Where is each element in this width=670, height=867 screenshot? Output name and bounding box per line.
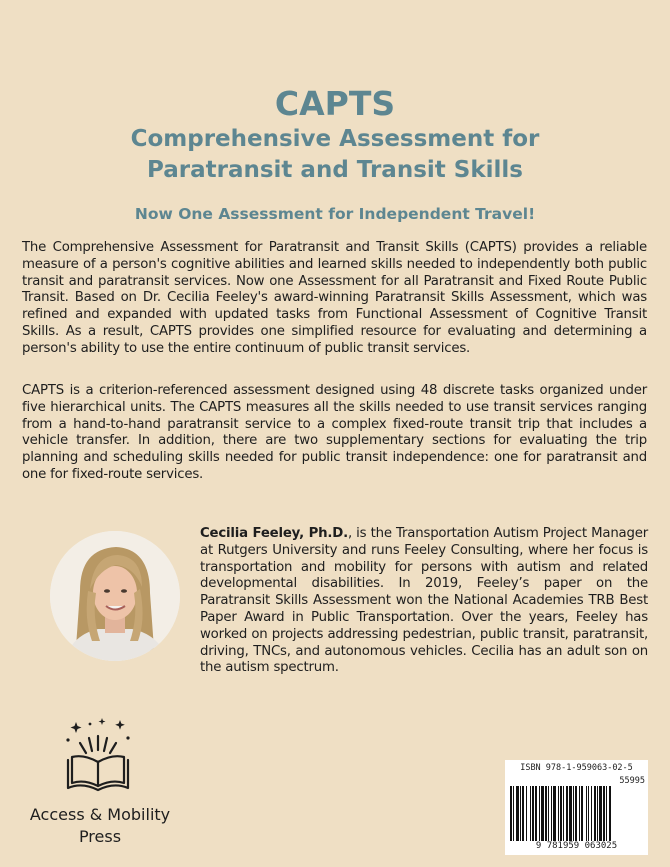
barcode-bar [558,786,559,841]
barcode-bar [526,786,527,841]
barcode-bar [579,786,580,841]
barcode-bar [520,786,521,841]
author-photo [50,531,180,661]
barcode-bar [532,786,534,841]
barcode-bar [597,786,598,841]
barcode-bar [539,786,540,841]
publisher-name [0,804,200,848]
barcode-bar [603,786,605,841]
author-portrait-illustration [50,531,180,661]
isbn-label: ISBN 978-1-959063-02-5 [520,763,633,773]
book-subtitle-line2: Paratransit and Transit Skills [147,157,523,183]
barcode-bar [510,786,512,841]
barcode-bar [599,786,602,841]
barcode-bar [516,786,519,841]
barcode-number: 9 781959 063025 [535,841,618,851]
barcode-bar [588,786,589,841]
barcode-bar [535,786,537,841]
description-paragraph-1: The Comprehensive Assessment for Paratransit and Transit Skills (CAPTS) provides a reliable measure of a person's cognitive abilities and learned skills needed to independently both public transit and paratransit services. Now one Assessment for all Paratransit and Fixed Route Public Transit. Based on Dr. Cecilia Feeley's award-winning Paratransit Skills Assessment, which was refined and expanded with updated tasks from Functional Assessment of Cognitive Transit Skills. As a result, CAPTS provides one simplified resource for evaluating and determining a person's ability to use the entire continuum of public transit services. [22,240,647,356]
barcode-bar [522,786,524,841]
barcode-bar [541,786,544,841]
tagline: Now One Assessment for Independent Travel! [134,205,536,223]
author-bio [200,526,648,677]
title-block [0,84,670,186]
publisher-line2: Press [78,827,122,846]
barcode-bar [545,786,547,841]
barcode-bar [581,786,583,841]
barcode-bar [530,786,531,841]
price-code: 55995 [619,776,645,786]
author-name: Cecilia Feeley, Ph.D. [200,526,348,541]
barcode-bar [573,786,574,841]
author-bio-text: , is the Transportation Autism Project Manager at Rutgers University and runs Feeley Consulting, where her focus is transportation and mobility for persons with autism and related developmental disabilities. In 2019, Feeley’s paper on the Paratransit Skills Assessment won the National Academies TRB Best Paper Award in Public Transportation. Over the years, Feeley has worked on projects addressing pedestrian, public transit, paratransit, driving, TNCs, and autonomous vehicles. Cecilia has an adult son on the autism spectrum. [200,526,648,676]
book-title: CAPTS [274,84,396,123]
barcode-bar [548,786,549,841]
open-book-icon [62,716,134,796]
barcode-bar [591,786,592,841]
barcode-bar [563,786,564,841]
barcode-bar [606,786,607,841]
barcode-bar [551,786,552,841]
barcode-bar [513,786,514,841]
isbn-barcode [505,760,648,855]
barcode-bar [586,786,587,841]
barcode-bars [508,786,645,841]
barcode-bar [553,786,556,841]
barcode-bar [609,786,611,841]
publisher-line1: Access & Mobility [29,805,171,824]
barcode-bar [560,786,562,841]
barcode-bar [566,786,568,841]
description-paragraph-2: CAPTS is a criterion-referenced assessment designed using 48 discrete tasks organized under five hierarchical units. The CAPTS measures all the skills needed to use transit services ranging from a hand-to-hand paratransit service to a complex fixed-route transit trip that includes a vehicle transfer. In addition, there are two supplementary sections for evaluating the trip planning and scheduling skills needed for public transit independence: one for paratransit and one for fixed-route services. [22,383,647,482]
barcode-bar [594,786,596,841]
book-subtitle-line1: Comprehensive Assessment for [130,126,540,152]
barcode-bar [569,786,572,841]
barcode-bar [575,786,577,841]
